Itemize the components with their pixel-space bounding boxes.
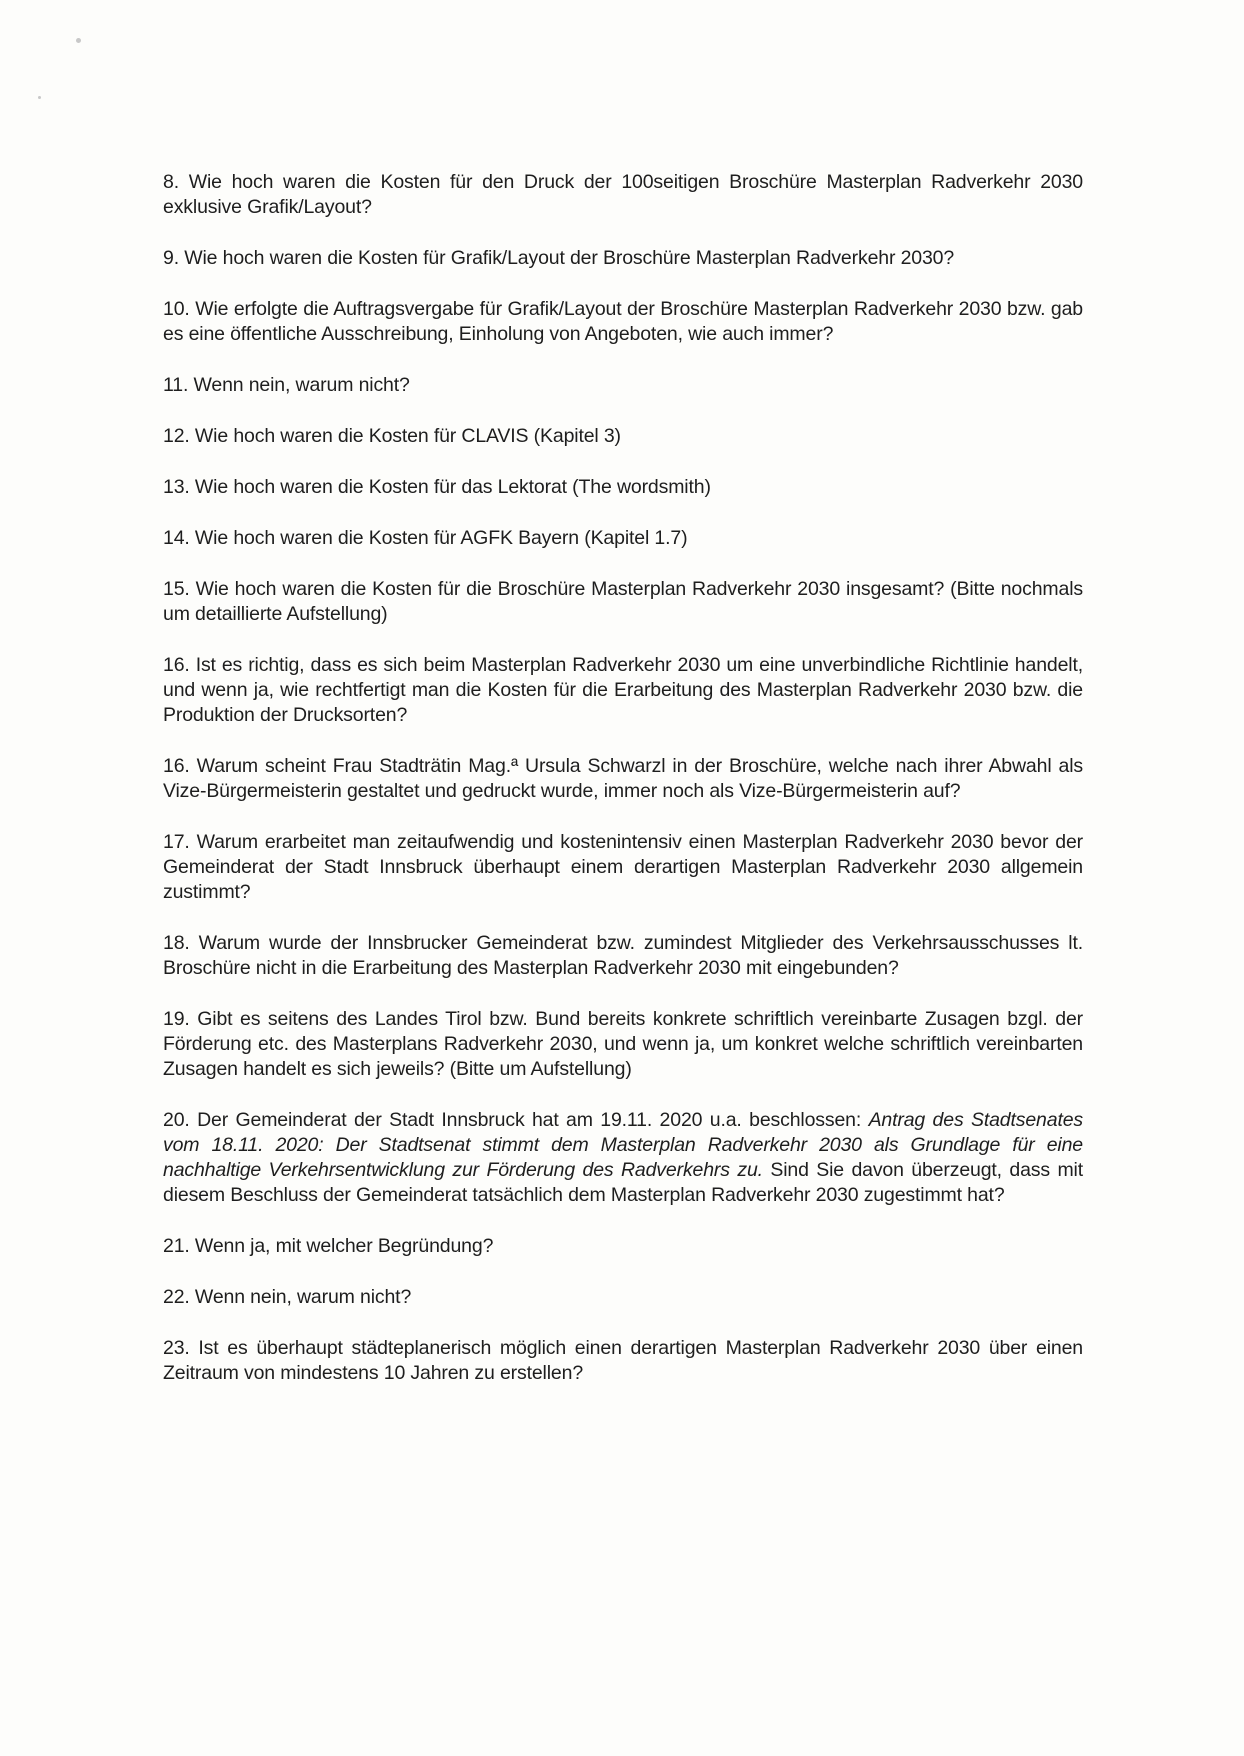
- scan-speck: [38, 96, 41, 99]
- question-15: 15. Wie hoch waren die Kosten für die Broschüre Masterplan Radverkehr 2030 insgesamt? (Bitte nochmals um detaillierte Aufstellung): [163, 578, 1083, 625]
- question-20-lead: 20. Der Gemeinderat der Stadt Innsbruck hat am 19.11. 2020 u.a. beschlossen:: [163, 1109, 869, 1131]
- question-list: [163, 170, 1083, 1386]
- question-21: 21. Wenn ja, mit welcher Begründung?: [163, 1235, 494, 1257]
- question-14: 14. Wie hoch waren die Kosten für AGFK Bayern (Kapitel 1.7): [163, 527, 688, 549]
- question-16b: 16. Warum scheint Frau Stadträtin Mag.ª Ursula Schwarzl in der Broschüre, welche nach ihrer Abwahl als Vize-Bürgermeisterin gestaltet und gedruckt wurde, immer noch als Vize-Bürgermeisterin auf?: [163, 755, 1083, 802]
- question-20-quote: Antrag des Stadtsenates vom 18.11. 2020: Der Stadtsenat stimmt dem Masterplan Radverkehr 2030 als Grundlage für eine nachhaltige Verkehrsentwicklung zur Förderung des Radverkehrs zu.: [163, 1109, 1084, 1181]
- question-20: [163, 1108, 1083, 1208]
- question-20-tail: Sind Sie davon überzeugt, dass mit diesem Beschluss der Gemeinderat tatsächlich dem Masterplan Radverkehr 2030 zugestimmt hat?: [163, 1159, 1083, 1206]
- question-12: 12. Wie hoch waren die Kosten für CLAVIS (Kapitel 3): [163, 425, 621, 447]
- question-8: 8. Wie hoch waren die Kosten für den Druck der 100seitigen Broschüre Masterplan Radverkehr 2030 exklusive Grafik/Layout?: [163, 171, 1083, 218]
- question-11: 11. Wenn nein, warum nicht?: [163, 374, 410, 396]
- question-18: 18. Warum wurde der Innsbrucker Gemeinderat bzw. zumindest Mitglieder des Verkehrsausschusses lt. Broschüre nicht in die Erarbeitung des Masterplan Radverkehr 2030 mit eingebunden?: [163, 932, 1083, 979]
- question-22: 22. Wenn nein, warum nicht?: [163, 1286, 412, 1308]
- question-23: 23. Ist es überhaupt städteplanerisch möglich einen derartigen Masterplan Radverkehr 2030 über einen Zeitraum von mindestens 10 Jahren zu erstellen?: [163, 1337, 1083, 1384]
- scan-speck: [76, 38, 81, 43]
- question-16a: 16. Ist es richtig, dass es sich beim Masterplan Radverkehr 2030 um eine unverbindliche Richtlinie handelt, und wenn ja, wie rechtfertigt man die Kosten für die Erarbeitung des Masterplan Radverkehr 2030 bzw. die Produktion der Drucksorten?: [163, 654, 1083, 726]
- question-10: 10. Wie erfolgte die Auftragsvergabe für Grafik/Layout der Broschüre Masterplan Radverkehr 2030 bzw. gab es eine öffentliche Ausschreibung, Einholung von Angeboten, wie auch immer?: [163, 298, 1083, 345]
- question-17: 17. Warum erarbeitet man zeitaufwendig und kostenintensiv einen Masterplan Radverkehr 2030 bevor der Gemeinderat der Stadt Innsbruck überhaupt einem derartigen Masterplan Radverkehr 2030 allgemein zustimmt?: [163, 831, 1083, 903]
- question-9: 9. Wie hoch waren die Kosten für Grafik/Layout der Broschüre Masterplan Radverkehr 2030?: [163, 247, 955, 269]
- question-19: 19. Gibt es seitens des Landes Tirol bzw. Bund bereits konkrete schriftlich vereinbarte Zusagen bzgl. der Förderung etc. des Masterplans Radverkehr 2030, und wenn ja, um konkret welche schriftlich vereinbarten Zusagen handelt es sich jeweils? (Bitte um Aufstellung): [163, 1008, 1083, 1080]
- question-13: 13. Wie hoch waren die Kosten für das Lektorat (The wordsmith): [163, 476, 711, 498]
